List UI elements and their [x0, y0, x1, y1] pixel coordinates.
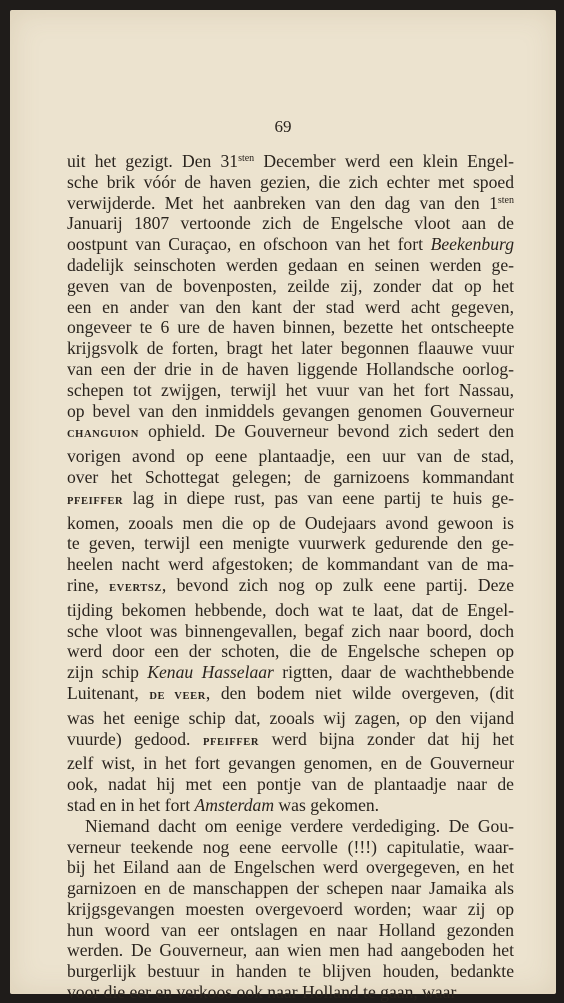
text-segment: schepen tot zwijgen, terwijl het vuur van het fort Nassau,: [67, 379, 514, 400]
text-segment: uit het gezigt. Den 31: [67, 151, 239, 171]
text-line: [67, 421, 514, 446]
text-line: [67, 172, 514, 193]
text-line: [67, 920, 514, 941]
text-line: [67, 193, 514, 214]
small-caps-name: PFEIFFER: [67, 495, 124, 507]
text-line: [67, 533, 514, 554]
text-line: [67, 683, 514, 708]
text-segment: heelen nacht werd afgestoken; de kommandant van de ma-: [67, 554, 514, 575]
text-segment: ophield. De Gouverneur bevond zich sedert den: [138, 421, 514, 442]
text-line: [67, 940, 514, 961]
italic-name: Amsterdam: [194, 794, 275, 815]
text-line: [67, 816, 514, 837]
text-line: [67, 662, 514, 683]
text-segment: Niemand dacht om eenige verdere verdediging. De Gou-: [85, 815, 514, 836]
text-segment: voor die eer en verkoos ook naar Holland te gaan, waar: [67, 982, 457, 1003]
text-segment: verwijderde. Met het aanbreken van den dag van den 1: [67, 192, 498, 213]
text-line: [67, 708, 514, 729]
text-segment: hun woord van eer ontslagen en naar Holland gezonden: [67, 919, 514, 940]
text-segment: een en ander van den kant der stad werd acht gegeven,: [67, 296, 514, 317]
text-line: [67, 600, 514, 621]
text-line: [67, 338, 514, 359]
page-number: 69: [274, 117, 292, 136]
text-line: [67, 488, 514, 513]
text-line: [67, 899, 514, 920]
small-caps-name: DE VEER: [149, 690, 206, 702]
small-caps-name: PFEIFFER: [202, 736, 260, 748]
text-segment: zijn schip: [67, 662, 148, 683]
text-segment: rine,: [67, 574, 110, 595]
text-line: [67, 317, 514, 338]
book-page: [10, 10, 556, 1003]
text-segment: werden. De Gouverneur, aan wien men had aangeboden het: [67, 940, 514, 961]
text-segment: te geven, terwijl een menigte vuurwerk gedurende den ge-: [67, 533, 514, 554]
text-segment: sche brik vóór de haven gezien, die zich echter met spoed: [67, 171, 514, 192]
text-segment: tijding bekomen hebbende, doch wat te laat, dat de Engel-: [67, 599, 514, 620]
text-line: [67, 774, 514, 795]
text-segment: Januarij 1807 vertoonde zich de Engelsche vloot aan de: [67, 213, 514, 234]
text-line: [67, 401, 514, 422]
text-line: [67, 575, 514, 600]
body-text: [67, 151, 514, 1003]
small-caps-name: CHANGUION: [67, 429, 139, 441]
text-line: [67, 837, 514, 858]
text-segment: Luitenant,: [67, 682, 150, 703]
text-segment: vorigen avond op eene plantaadje, een uur van de stad,: [67, 446, 514, 467]
text-segment: komen, zooals men die op de Oudejaars avond gewoon is: [67, 512, 514, 533]
text-segment: oostpunt van Curaçao, en ofschoon van het fort: [67, 234, 431, 255]
text-line: [67, 878, 514, 899]
text-line: [67, 795, 514, 816]
text-segment: werd bijna zonder dat hij het: [259, 728, 515, 749]
small-caps-name: EVERTSZ: [109, 582, 162, 594]
text-segment: dadelijk seinschoten werden gedaan en seinen werden ge-: [67, 254, 514, 275]
text-line: [67, 213, 514, 234]
superscript: sten: [238, 153, 255, 164]
text-segment: krijgsgevangen moesten overgevoerd worden; waar zij op: [67, 898, 514, 919]
text-segment: krijgsvolk de forten, bragt het later begonnen flaauwe vuur: [67, 338, 514, 359]
text-segment: , bevond zich nog op zulk eene partij. Deze: [161, 574, 514, 595]
text-line: [67, 621, 514, 642]
text-segment: op bevel van den inmiddels gevangen genomen Gouverneur: [67, 400, 514, 421]
text-segment: zelf wist, in het fort gevangen genomen, en de Gouverneur: [67, 753, 514, 774]
text-segment: vuurde) gedood.: [67, 728, 203, 749]
text-line: [67, 467, 514, 488]
text-segment: rigtten, daar de wachthebbende: [273, 662, 514, 683]
text-line: [67, 255, 514, 276]
text-segment: burgerlijk bestuur in handen te blijven houden, bedankte: [67, 961, 514, 982]
text-line: [67, 857, 514, 878]
text-segment: sche vloot was binnengevallen, begaf zich naar boord, doch: [67, 620, 514, 641]
text-line: [67, 729, 514, 754]
text-line: [67, 753, 514, 774]
text-segment: van een der drie in de haven liggende Hollandsche oorlog-: [67, 358, 514, 379]
text-line: [67, 234, 514, 255]
text-segment: garnizoen en de manschappen der schepen naar Jamaika als: [67, 878, 514, 899]
text-line: [67, 961, 514, 982]
text-segment: werd door een der schoten, die de Engelsche schepen op: [67, 641, 514, 662]
text-segment: December werd een klein Engel-: [254, 151, 515, 171]
text-segment: was het eenige schip dat, zooals wij zagen, op den vijand: [67, 707, 514, 728]
text-segment: , den bodem niet wilde overgeven, (dit: [205, 682, 514, 703]
text-segment: lag in diepe rust, pas van eene partij te huis ge-: [123, 487, 514, 508]
text-segment: bij het Eiland aan de Engelschen werd overgegeven, en het: [67, 857, 514, 878]
italic-name: Beekenburg: [430, 234, 514, 255]
text-line: [67, 297, 514, 318]
text-line: [67, 554, 514, 575]
text-segment: stad en in het fort: [67, 794, 195, 815]
superscript: sten: [497, 194, 514, 206]
text-line: [67, 380, 514, 401]
italic-name: Kenau Hasselaar: [147, 662, 274, 683]
text-segment: ongeveer te 6 ure de haven binnen, bezette het ontscheepte: [67, 317, 514, 338]
text-segment: was gekomen.: [274, 794, 380, 815]
text-line: [67, 641, 514, 662]
text-segment: over het Schottegat gelegen; de garnizoens kommandant: [67, 466, 514, 487]
text-line: [67, 446, 514, 467]
text-line: [67, 359, 514, 380]
text-segment: geven van de bovenposten, zeilde zij, zonder dat op het: [67, 275, 514, 296]
text-segment: ook, nadat hij met een pontje van de plantaadje naar de: [67, 774, 514, 795]
text-line: [67, 151, 514, 172]
text-segment: verneur teekende nog eene eervolle (!!!) capitulatie, waar-: [67, 836, 514, 857]
text-line: [67, 276, 514, 297]
text-line: [67, 513, 514, 534]
